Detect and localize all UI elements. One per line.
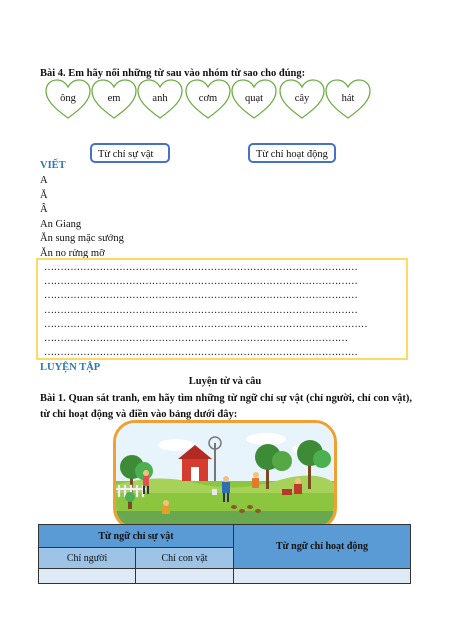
table-row [39, 569, 411, 584]
word-heart[interactable] [90, 78, 138, 120]
exercise-4-label: Bài 4 [40, 68, 64, 79]
group-box-actions[interactable] [248, 143, 336, 163]
word-heart[interactable] [324, 78, 372, 120]
header-actions: Từ ngữ chỉ hoạt động [233, 525, 410, 569]
word-heart-label: cơm [198, 93, 218, 104]
dotted-line: ……………………………………………………………………………………… [44, 318, 368, 330]
dotted-line: …………………………………………………………………………………… [44, 290, 358, 302]
cell-actions[interactable] [233, 569, 410, 584]
dotted-line: …………………………………………………………………………………… [44, 304, 358, 316]
practice-subtitle: Luyện từ và câu [188, 376, 262, 387]
word-heart[interactable] [44, 78, 92, 120]
word-heart-label: cây [294, 93, 310, 104]
farm-illustration [113, 420, 337, 530]
answer-table [38, 524, 411, 584]
dotted-line: …………………………………………………………………………………… [44, 347, 358, 359]
writing-practice-box[interactable] [36, 258, 408, 360]
group-box-things[interactable] [90, 143, 170, 163]
word-heart[interactable] [278, 78, 326, 120]
dotted-line: ………………………………………………………………………………… [44, 333, 348, 344]
cell-people[interactable] [39, 569, 136, 584]
word-heart-label: hát [341, 93, 355, 104]
group-box-actions-label: Từ chỉ hoạt động [256, 149, 328, 160]
writing-line: An Giang [40, 218, 82, 230]
group-box-things-label: Từ chỉ sự vật [98, 149, 154, 160]
word-heart[interactable] [184, 78, 232, 120]
practice-heading: LUYỆN TẬP [40, 362, 101, 373]
dotted-line: …………………………………………………………………………………… [44, 276, 358, 288]
word-heart-label: em [107, 93, 121, 104]
writing-line: Â [40, 204, 48, 216]
subheader-people: Chỉ người [39, 548, 136, 569]
writing-line: Ăn no rửng mỡ [40, 248, 105, 259]
cell-animals[interactable] [136, 569, 234, 584]
exercise-4-instruction: . Em hãy nối những từ sau vào nhóm từ sao cho đúng: [63, 68, 306, 79]
writing-line: A [40, 175, 48, 186]
dotted-line: …………………………………………………………………………………… [44, 262, 358, 273]
writing-line: Ă [40, 189, 48, 201]
word-heart-label: quạt [244, 93, 264, 104]
farm-scene-image [116, 423, 334, 527]
subheader-animals: Chỉ con vật [136, 548, 234, 569]
word-heart[interactable] [136, 78, 184, 120]
writing-line: Ăn sung mặc sướng [40, 233, 124, 245]
exercise-1-text: Bài 1. Quan sát tranh, em hãy tìm những từ ngữ chỉ sự vật (chỉ người, chỉ con vật), từ chỉ hoạt động và điền vào bảng dưới đây: [40, 393, 412, 420]
writing-heading: VIẾT [40, 160, 66, 171]
word-heart-label: ông [60, 93, 76, 104]
header-things: Từ ngữ chỉ sự vật [39, 525, 234, 548]
word-heart[interactable] [230, 78, 278, 120]
word-heart-label: anh [152, 93, 168, 104]
